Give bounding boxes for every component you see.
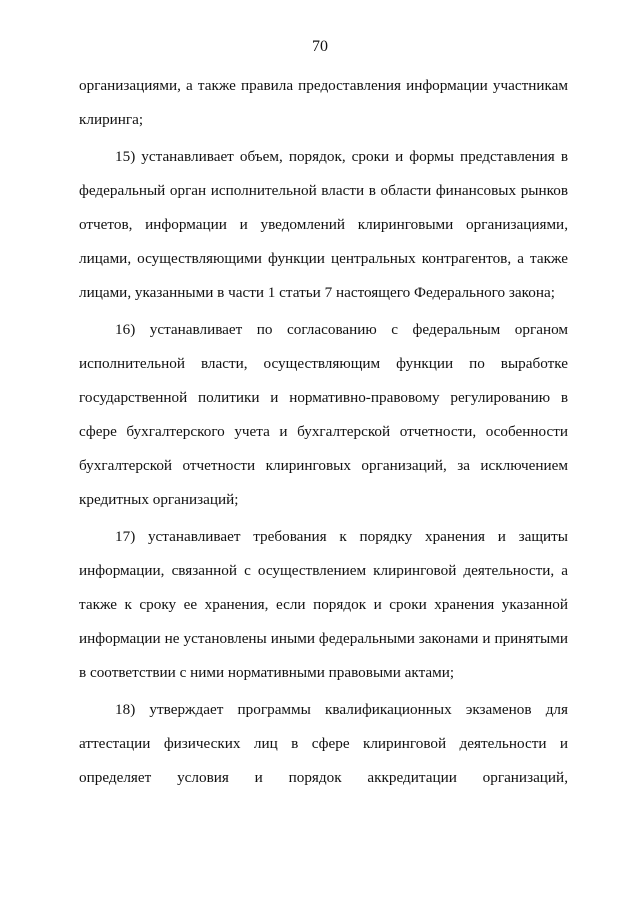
text-line: определяет условия и порядок аккредитации организаций,	[79, 769, 568, 786]
text-line: лицами, осуществляющими функции центральных контрагентов, а также	[79, 250, 568, 267]
paragraph	[79, 520, 568, 690]
paragraph	[79, 140, 568, 310]
text-line: в соответствии с ними нормативными правовыми актами;	[79, 664, 455, 681]
paragraph	[79, 693, 568, 795]
text-line: аттестации физических лиц в сфере клиринговой деятельности и	[79, 735, 568, 752]
text-line: государственной политики и нормативно-правовому регулированию в	[79, 389, 568, 406]
text-line: 17) устанавливает требования к порядку хранения и защиты	[115, 528, 568, 545]
text-line: клиринга;	[79, 111, 144, 128]
paragraph	[79, 69, 568, 137]
text-line: информации не установлены иными федеральными законами и принятыми	[79, 630, 568, 647]
text-line: 15) устанавливает объем, порядок, сроки и формы представления в	[115, 148, 568, 165]
text-line: отчетов, информации и уведомлений клиринговыми организациями,	[79, 216, 568, 233]
text-line: также к сроку ее хранения, если порядок и сроки хранения указанной	[79, 596, 568, 613]
text-line: бухгалтерской отчетности клиринговых организаций, за исключением	[79, 457, 568, 474]
text-line: 16) устанавливает по согласованию с федеральным органом	[115, 321, 568, 338]
text-line: лицами, указанными в части 1 статьи 7 настоящего Федерального закона;	[79, 284, 555, 301]
text-line: 18) утверждает программы квалификационных экзаменов для	[115, 701, 568, 718]
text-line: сфере бухгалтерского учета и бухгалтерской отчетности, особенности	[79, 423, 568, 440]
text-line: информации, связанной с осуществлением клиринговой деятельности, а	[79, 562, 568, 579]
text-line: исполнительной власти, осуществляющим функции по выработке	[79, 355, 568, 372]
text-line: организациями, а также правила предоставления информации участникам	[79, 77, 568, 94]
text-line: федеральный орган исполнительной власти в области финансовых рынков	[79, 182, 568, 199]
text-line: кредитных организаций;	[79, 491, 239, 508]
paragraph	[79, 313, 568, 517]
page-number: 70	[312, 38, 328, 55]
document-body	[79, 69, 568, 795]
